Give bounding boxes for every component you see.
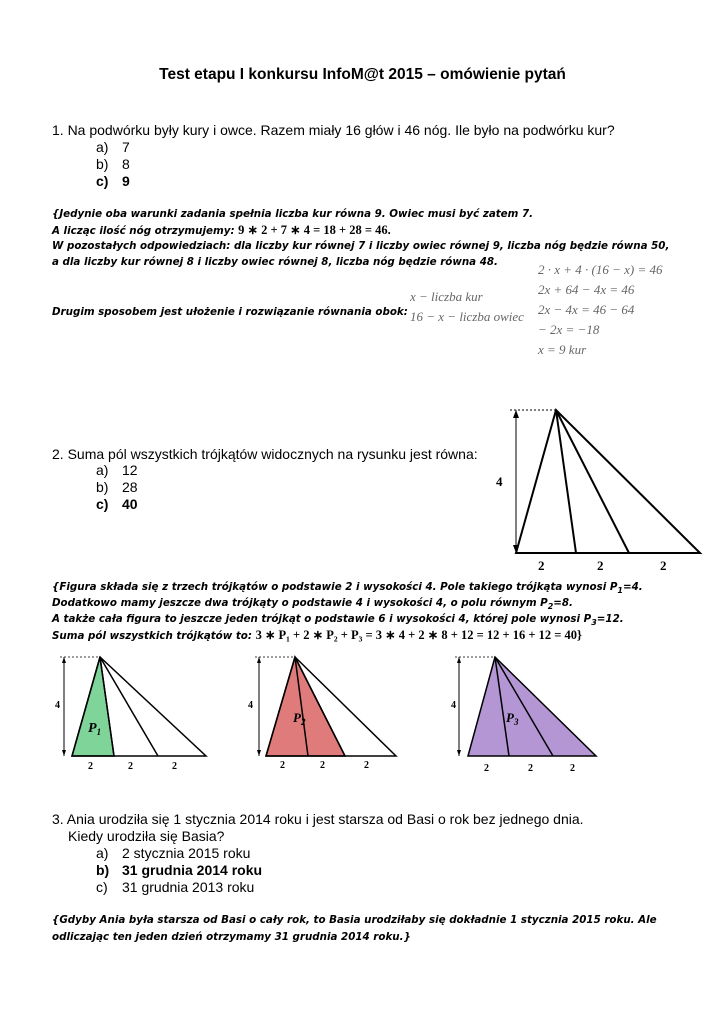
explanation-text: Suma pól wszystkich trójkątów to: — [52, 630, 256, 642]
height-label: 4 — [496, 474, 503, 489]
base-label-2: 2 — [597, 558, 604, 573]
equation-5: x = 9 kur — [538, 342, 587, 357]
height-label: 4 — [55, 700, 60, 711]
arrow-head-bottom — [257, 750, 261, 756]
option-text: 40 — [122, 496, 138, 512]
equation-3: 2x − 4x = 46 − 64 — [538, 302, 635, 317]
q1-explanation-line1: {Jedynie oba warunki zadania spełnia liczba kur równa 9. Owiec musi być zatem 7. — [52, 208, 534, 220]
option-text: 28 — [122, 479, 138, 495]
variable-1: x − liczba kur — [410, 289, 483, 304]
outer-triangle — [516, 410, 700, 553]
option-letter: b) — [96, 156, 109, 172]
q1-option-b — [96, 156, 130, 173]
q1-explanation-line2 — [52, 222, 391, 239]
option-letter: a) — [96, 845, 109, 861]
base-label-1: 2 — [88, 761, 93, 772]
q3-option-c — [96, 879, 254, 896]
p-label-main: P — [506, 710, 514, 725]
variable-2: 16 − x − liczba owiec — [410, 309, 524, 324]
option-letter: a) — [96, 139, 109, 155]
explanation-text: =12. — [596, 613, 624, 625]
base-label-2: 2 — [128, 761, 133, 772]
p-label-sub: 1 — [96, 727, 102, 737]
q2-option-b — [96, 479, 138, 496]
height-label: 4 — [248, 700, 253, 711]
page-title: Test etapu I konkursu InfoM@t 2015 – omówienie pytań — [159, 66, 566, 83]
p3-highlight — [468, 657, 596, 756]
p-label-sub: 3 — [513, 717, 519, 727]
option-text: 8 — [122, 156, 130, 172]
option-text: 12 — [122, 462, 138, 478]
q1-option-a — [96, 139, 130, 156]
explanation-math: 9 ∗ 2 + 7 ∗ 4 = 18 + 28 = 46. — [238, 223, 391, 237]
figure-p3 — [446, 648, 616, 773]
question-1: 1. Na podwórku były kury i owce. Razem miały 16 głów i 46 nóg. Ile było na podwórku kur? — [52, 122, 615, 138]
option-letter: b) — [96, 479, 109, 495]
equation-2: 2x + 64 − 4x = 46 — [538, 282, 635, 297]
figure-p2 — [244, 648, 409, 773]
arrow-head-bottom — [62, 750, 66, 756]
arrow-head-top — [62, 657, 66, 663]
q2-option-a — [96, 462, 138, 479]
subscript: 1 — [617, 586, 623, 596]
option-text: 31 grudnia 2014 roku — [122, 862, 263, 878]
option-text: 31 grudnia 2013 roku — [122, 879, 255, 895]
base-label-3: 2 — [172, 761, 177, 772]
q2-option-c-correct — [96, 496, 138, 513]
height-label: 4 — [451, 700, 456, 711]
option-text: 7 — [122, 139, 130, 155]
explanation-text: {Figura składa się z trzech trójkątów o podstawie 2 i wysokości 4. Pole takiego trójkąta wynosi P — [52, 581, 618, 593]
base-label-1: 2 — [484, 763, 489, 773]
explanation-text: A licząc ilość nóg otrzymujemy: — [52, 225, 239, 237]
q3-explanation-line2: odliczając ten jeden dzień otrzymamy 31 grudnia 2014 roku.} — [52, 931, 411, 943]
explanation-text: =8. — [553, 597, 573, 609]
subscript: 3 — [591, 618, 597, 628]
base-label-2: 2 — [528, 763, 533, 773]
explanation-text: A także cała figura to jeszcze jeden trójkąt o podstawie 6 i wysokości 4, której pole wynosi P — [52, 613, 592, 625]
q1-explanation-line4: a dla liczby kur równej 8 i liczby owiec równej 8, liczba nóg będzie równa 48. — [52, 256, 498, 268]
p-label-main: P — [88, 721, 97, 736]
explanation-text: Dodatkowo mamy jeszcze dwa trójkąty o podstawie 4 i wysokości 4, o polu równym P — [52, 597, 548, 609]
question-3-line1: 3. Ania urodziła się 1 stycznia 2014 roku i jest starsza od Basi o rok bez jednego dnia. — [52, 811, 584, 827]
option-text: 9 — [122, 173, 130, 189]
q1-second-method: Drugim sposobem jest ułożenie i rozwiązanie równania obok: — [52, 306, 408, 318]
equation-4: − 2x = −18 — [538, 322, 600, 337]
q2-explanation-line4 — [52, 627, 582, 644]
q3-explanation-line1: {Gdyby Ania była starsza od Basi o cały rok, to Basia urodziłaby się dokładnie 1 stycznia 2015 roku. Ale — [52, 914, 657, 926]
p-label-main: P — [293, 710, 301, 725]
question-3-line2: Kiedy urodziła się Basia? — [68, 828, 225, 844]
base-label-3: 2 — [660, 558, 667, 573]
arrow-head-top — [513, 410, 519, 418]
arrow-head-bottom — [457, 750, 461, 756]
base-label-3: 2 — [364, 760, 369, 771]
equation-1: 2 · x + 4 · (16 − x) = 46 — [538, 262, 663, 277]
base-label-1: 2 — [538, 558, 545, 573]
q1-explanation-line3: W pozostałych odpowiedziach: dla liczby kur równej 7 i liczby owiec równej 9, liczba nóg będzie równa 50, — [52, 240, 670, 252]
base-label-1: 2 — [280, 760, 285, 771]
base-label-3: 2 — [570, 763, 575, 773]
triangle-figure — [484, 402, 706, 576]
explanation-math: 3 ∗ P₁ + 2 ∗ P₂ + P₃ = 3 ∗ 4 + 2 ∗ 8 + 12 = 12 + 16 + 12 = 40} — [255, 628, 582, 642]
q3-option-b-correct — [96, 862, 262, 879]
subscript: 2 — [547, 602, 554, 612]
arrow-head-top — [257, 657, 261, 663]
option-letter: c) — [96, 173, 109, 189]
p-label-sub: 2 — [300, 717, 306, 727]
option-letter: a) — [96, 462, 109, 478]
q3-option-a — [96, 845, 250, 862]
figure-p1 — [52, 648, 222, 773]
arrow-head-top — [457, 657, 461, 663]
option-text: 2 stycznia 2015 roku — [122, 845, 251, 861]
option-letter: c) — [96, 879, 108, 895]
option-letter: c) — [96, 496, 109, 512]
question-2: 2. Suma pól wszystkich trójkątów widocznych na rysunku jest równa: — [52, 446, 478, 462]
q1-option-c-correct — [96, 173, 130, 190]
option-letter: b) — [96, 862, 110, 878]
base-label-2: 2 — [320, 760, 325, 771]
explanation-text: =4. — [622, 581, 643, 593]
